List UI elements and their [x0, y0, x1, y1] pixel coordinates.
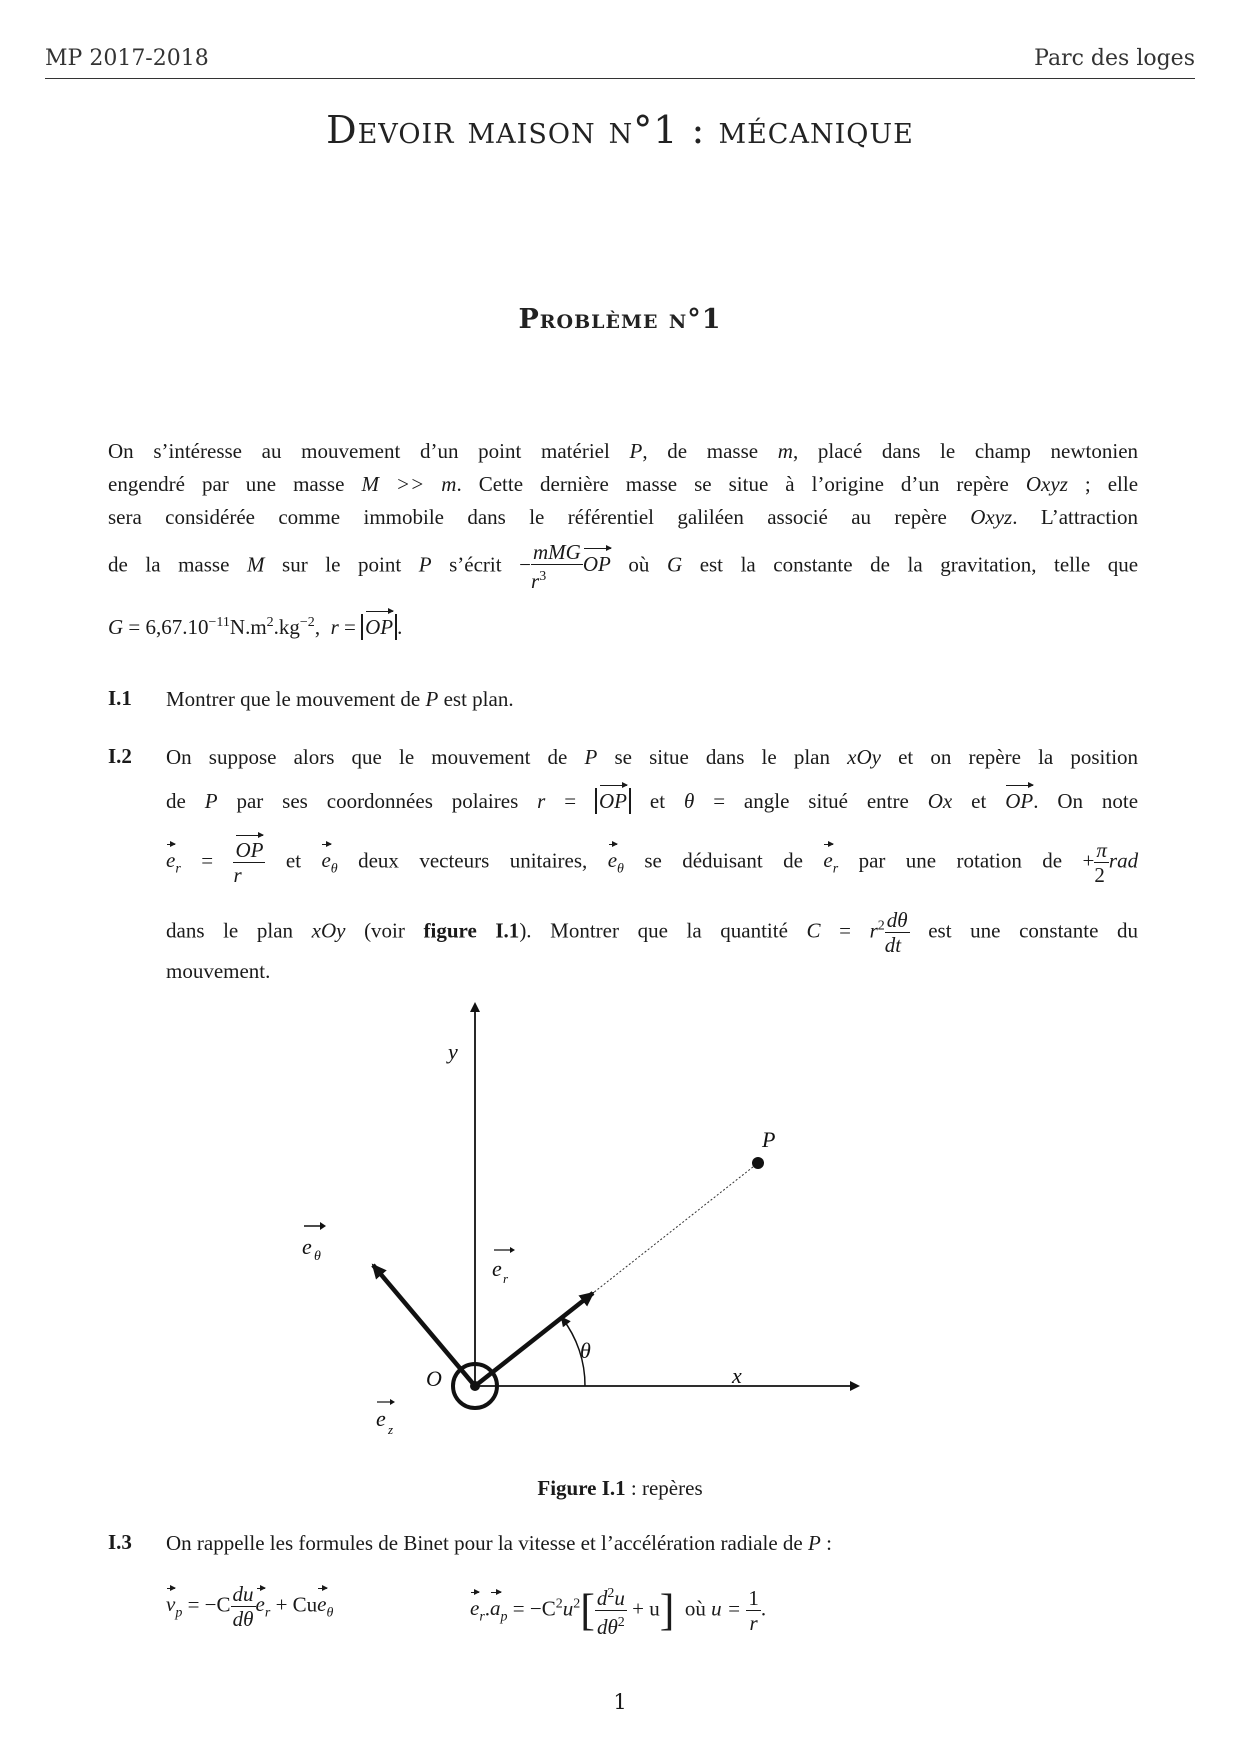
- q2-line-4: dans le plan xOy (voir figure I.1). Montrer que la quantité $C = r^2$ $\frac{d\theta}{dt}$ est une constante du: [166, 908, 1139, 957]
- force-fraction: $\frac{\text{mMG}}{r^3}$: [531, 540, 581, 593]
- problem-title: Problème n°1: [518, 304, 722, 335]
- P-label: P: [762, 1127, 776, 1152]
- q3-label: I.3: [108, 1530, 132, 1554]
- header-right: Parc des loges: [1034, 46, 1195, 71]
- q2-line-2: de P par ses coordonnées polaires r = OP et θ = angle situé entre Ox et OP. On note: [166, 789, 1139, 813]
- intro-line-4: de la masse M sur le point P s’écrit − $\frac{\text{mMG}}{r^3}$ OP où G est la constante de la gravitation, telle que: [108, 540, 1139, 593]
- gravity-constant: $G = 6,67.10^{-11}N.m^2.kg^{-2}$, r = OP .: [108, 615, 403, 639]
- e-theta-label-arrowhead: [320, 1222, 326, 1230]
- e-theta-label: e: [302, 1234, 312, 1259]
- intro-line-2: engendré par une masse M >> m. Cette dernière masse se situe à l’origine d’un repère Oxyz ; elle: [108, 472, 1139, 496]
- point-P: [752, 1157, 764, 1169]
- q2-line-1: On suppose alors que le mouvement de P se situe dans le plan xOy et on repère la position: [166, 745, 1139, 769]
- y-label: y: [448, 1039, 458, 1064]
- page-number: 1: [613, 1690, 627, 1714]
- e-theta-sub: θ: [314, 1249, 321, 1264]
- q2-line-5: mouvement.: [166, 959, 271, 983]
- intro-line-1: On s’intéresse au mouvement d’un point matériel P, de masse m, placé dans le champ newtonien: [108, 439, 1139, 463]
- e-r-sub: r: [503, 1271, 509, 1286]
- q2-line-3: $e_r$ = $\frac{OP}{r}$ et $e_\theta$ deux vecteurs unitaires, $e_\theta$ se déduisant de $e_r$ par une rotation de + $\frac{\pi}{2}$ rad: [166, 838, 1139, 887]
- x-label: x: [732, 1363, 742, 1388]
- q2-label: I.2: [108, 744, 132, 768]
- e-z-label: e: [376, 1406, 386, 1431]
- e-z-label-arrowhead: [390, 1399, 395, 1405]
- intro-line-3: sera considérée comme immobile dans le référentiel galiléen associé au repère Oxyz. L’attraction: [108, 505, 1139, 529]
- O-label: O: [426, 1366, 442, 1391]
- theta-label: θ: [580, 1338, 591, 1363]
- header-rule: [45, 78, 1195, 79]
- figure-caption: Figure I.1 : repères: [537, 1476, 703, 1500]
- ez-dot: [470, 1381, 480, 1391]
- figure-I1: [300, 990, 880, 1450]
- e-r-label-arrowhead: [510, 1247, 515, 1253]
- q3-text: On rappelle les formules de Binet pour la vitesse et l’accélération radiale de P :: [166, 1531, 832, 1555]
- binet-acceleration: $e_r.a_p = -C^2u^2$[ $\frac{d^2u}{d\theta^2}$ + u] où u = $\frac{1}{r}$ .: [470, 1582, 766, 1639]
- q1-text: Montrer que le mouvement de P est plan.: [166, 687, 514, 711]
- page-title: Devoir maison n°1 : mécanique: [326, 108, 914, 152]
- header-left: MP 2017-2018: [45, 46, 209, 71]
- binet-velocity: $v_p = -C$ $\frac{du}{d\theta}$ $e_r + Cue_\theta$: [166, 1582, 334, 1631]
- q1-label: I.1: [108, 686, 132, 710]
- e-z-sub: z: [388, 1422, 394, 1437]
- e-r-label: e: [492, 1256, 502, 1281]
